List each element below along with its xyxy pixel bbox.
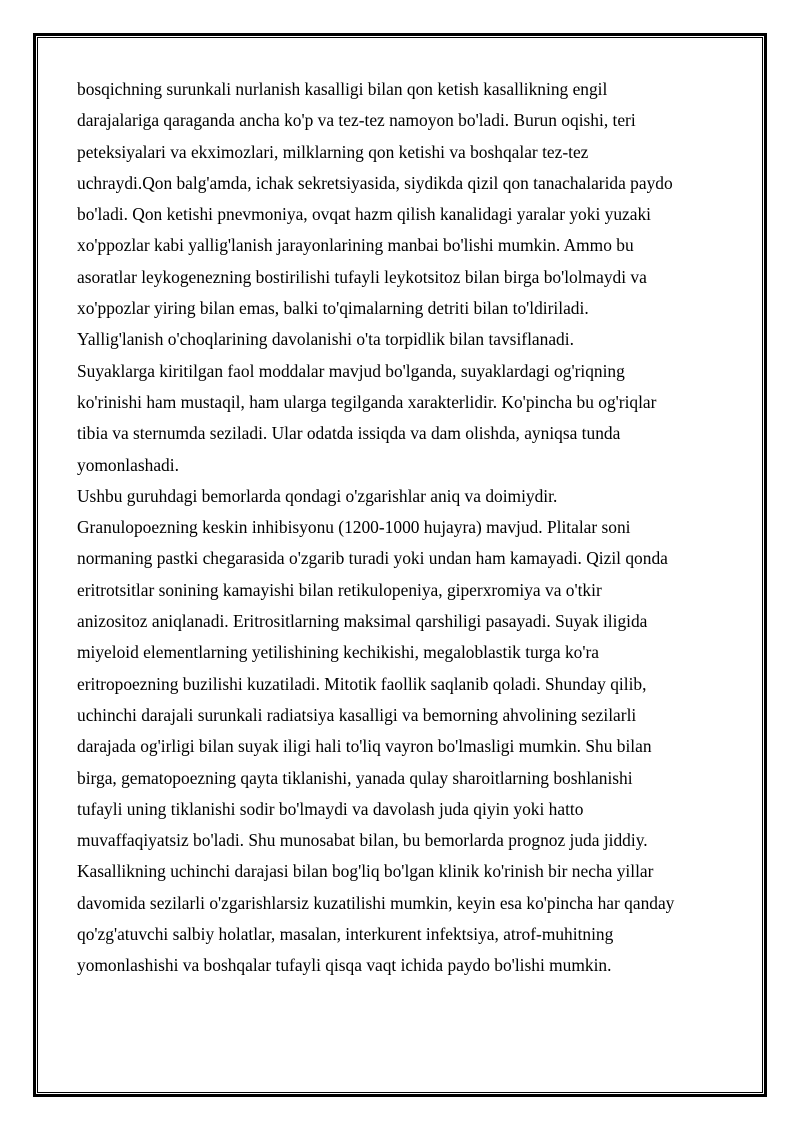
text-line: Suyaklarga kiritilgan faol moddalar mavjud bo'lganda, suyaklardagi og'riqning — [77, 360, 625, 381]
document-body — [77, 74, 737, 982]
text-line: ko'rinishi ham mustaqil, ham ularga tegilganda xarakterlidir. Ko'pincha bu og'riqlar — [77, 391, 657, 412]
text-line: uchraydi.Qon balg'amda, ichak sekretsiyasida, siydikda qizil qon tanachalarida paydo — [77, 172, 673, 193]
text-line: darajalariga qaraganda ancha ko'p va tez-tez namoyon bo'ladi. Burun oqishi, teri — [77, 110, 636, 131]
text-line: asoratlar leykogenezning bostirilishi tufayli leykotsitoz bilan birga bo'lolmaydi va — [77, 266, 647, 287]
text-line: normaning pastki chegarasida o'zgarib turadi yoki undan ham kamayadi. Qizil qonda — [77, 548, 668, 569]
text-line: qo'zg'atuvchi salbiy holatlar, masalan, interkurent infektsiya, atrof-muhitning — [77, 924, 614, 945]
text-line: Granulopoezning keskin inhibisyonu (1200-1000 hujayra) mavjud. Plitalar soni — [77, 517, 631, 538]
text-line: xo'ppozlar kabi yallig'lanish jarayonlarining manbai bo'lishi mumkin. Ammo bu — [77, 235, 634, 256]
text-line: Yallig'lanish o'choqlarining davolanishi o'ta torpidlik bilan tavsiflanadi. — [77, 329, 574, 350]
text-line: eritrotsitlar sonining kamayishi bilan retikulopeniya, giperxromiya va o'tkir — [77, 579, 602, 600]
text-line: yomonlashishi va boshqalar tufayli qisqa vaqt ichida paydo bo'lishi mumkin. — [77, 955, 612, 976]
text-line: davomida sezilarli o'zgarishlarsiz kuzatilishi mumkin, keyin esa ko'pincha har qanday — [77, 892, 675, 913]
text-line: birga, gematopoezning qayta tiklanishi, yanada qulay sharoitlarning boshlanishi — [77, 767, 633, 788]
text-line: muvaffaqiyatsiz bo'ladi. Shu munosabat bilan, bu bemorlarda prognoz juda jiddiy. — [77, 830, 648, 851]
text-line: miyeloid elementlarning yetilishining kechikishi, megaloblastik turga ko'ra — [77, 642, 600, 663]
text-line: eritropoezning buzilishi kuzatiladi. Mitotik faollik saqlanib qoladi. Shunday qilib, — [77, 673, 647, 694]
text-line: Ushbu guruhdagi bemorlarda qondagi o'zgarishlar aniq va doimiydir. — [77, 485, 558, 506]
text-line: tufayli uning tiklanishi sodir bo'lmaydi va davolash juda qiyin yoki hatto — [77, 798, 584, 819]
text-line: darajada og'irligi bilan suyak iligi hali to'liq vayron bo'lmasligi mumkin. Shu bilan — [77, 736, 652, 757]
text-line: yomonlashadi. — [77, 454, 179, 475]
text-line: bosqichning surunkali nurlanish kasalligi bilan qon ketish kasallikning engil — [77, 79, 608, 99]
text-line: xo'ppozlar yiring bilan emas, balki to'qimalarning detriti bilan to'ldiriladi. — [77, 298, 589, 319]
text-line: uchinchi darajali surunkali radiatsiya kasalligi va bemorning ahvolining sezilarli — [77, 704, 637, 725]
text-line: peteksiyalari va ekximozlari, milklarning qon ketishi va boshqalar tez-tez — [77, 141, 589, 162]
text-line: anizositoz aniqlanadi. Eritrositlarning maksimal qarshiligi pasayadi. Suyak iligida — [77, 611, 648, 632]
text-line: tibia va sternumda seziladi. Ular odatda issiqda va dam olishda, ayniqsa tunda — [77, 423, 621, 444]
text-line: Kasallikning uchinchi darajasi bilan bog'liq bo'lgan klinik ko'rinish bir necha yillar — [77, 861, 654, 882]
text-line: bo'ladi. Qon ketishi pnevmoniya, ovqat hazm qilish kanalidagi yaralar yoki yuzaki — [77, 204, 651, 225]
